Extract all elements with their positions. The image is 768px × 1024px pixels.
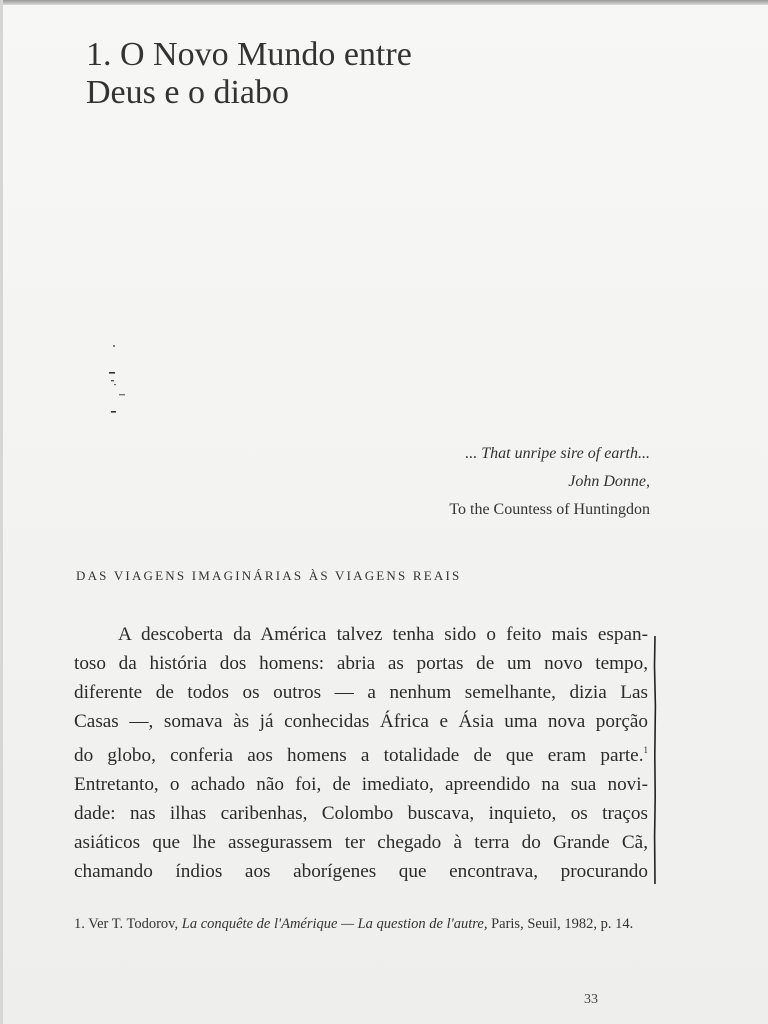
footnote-title: La conquête de l'Amérique — La question de l'autre, (181, 916, 488, 932)
footnote-number: 1. (74, 916, 85, 932)
section-heading: DAS VIAGENS IMAGINÁRIAS ÀS VIAGENS REAIS (76, 568, 462, 583)
epigraph-quote: ... That unripe sire of earth... (465, 445, 650, 462)
body-paragraph (74, 620, 648, 886)
body-line: chamando índios aos aborígenes que encontrava, procurando (74, 861, 648, 882)
body-line: Entretanto, o achado não foi, de imediato, apreendido na sua novi- (74, 774, 648, 795)
scan-binding-mark (652, 636, 658, 884)
body-line: do globo, conferia aos homens a totalidade de que eram parte. (74, 745, 644, 766)
body-line: A descoberta da América talvez tenha sido o feito mais espan- (118, 624, 648, 645)
footnote-suffix: Paris, Seuil, 1982, p. 14. (491, 916, 634, 932)
epigraph (449, 440, 650, 524)
chapter-title-line-1: 1. O Novo Mundo entre (86, 36, 412, 73)
epigraph-source: To the Countess of Huntingdon (449, 501, 650, 518)
footnote (74, 914, 654, 935)
body-line-with-footnote (74, 736, 648, 770)
chapter-title (86, 36, 606, 112)
body-line: asiáticos que lhe assegurassem ter chegado à terra do Grande Cã, (74, 832, 648, 853)
footnote-prefix: Ver T. Todorov, (88, 916, 179, 932)
body-line: Casas —, somava às já conhecidas África e Ásia uma nova porção (74, 711, 648, 732)
body-line: toso da história dos homens: abria as portas de um novo tempo, (74, 653, 648, 674)
page-number: 33 (584, 992, 598, 1007)
body-line: diferente de todos os outros — a nenhum semelhante, dizia Las (74, 682, 648, 703)
chapter-title-line-2: Deus e o diabo (86, 74, 290, 111)
scan-left-edge (0, 0, 3, 1024)
scan-specks (100, 340, 130, 420)
scan-top-edge (0, 0, 768, 5)
body-line: dade: nas ilhas caribenhas, Colombo buscava, inquieto, os traços (74, 803, 648, 824)
epigraph-author: John Donne, (568, 473, 650, 490)
footnote-reference: 1 (643, 745, 648, 755)
